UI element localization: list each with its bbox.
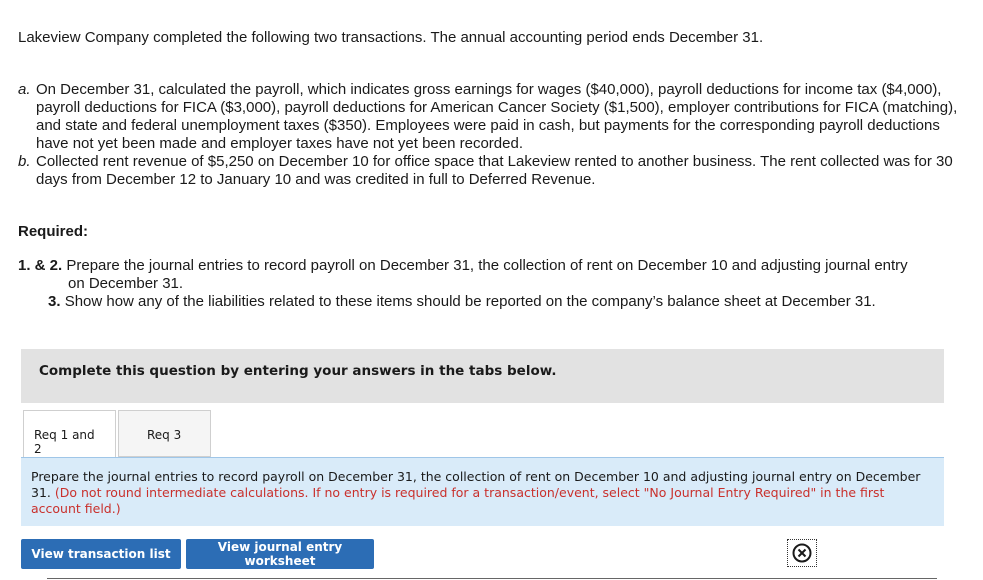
transaction-item-b [18, 153, 958, 189]
divider [47, 578, 937, 579]
requirement-text: Prepare the journal entries to record payroll on December 31, the collection of rent on December 10 and adjusting journal entry [66, 257, 908, 274]
requirement-1-2 [18, 257, 958, 293]
transaction-letter: b. [18, 153, 31, 170]
view-transaction-list-button[interactable]: View transaction list [21, 539, 181, 569]
tab-req-1-and-2[interactable] [23, 410, 116, 459]
transaction-item-a [18, 81, 958, 153]
complete-instruction: Complete this question by entering your answers in the tabs below. [39, 363, 557, 379]
panel-note: (Do not round intermediate calculations. If no entry is required for a transaction/event, select "No Journal Entry Required" in the first account field.) [31, 485, 885, 516]
requirement-text: Show how any of the liabilities related to these items should be reported on the company’s balance sheet at December 31. [64, 293, 876, 310]
requirement-3 [48, 293, 876, 310]
close-button[interactable] [787, 539, 817, 567]
required-heading: Required: [18, 223, 89, 240]
problem-intro: Lakeview Company completed the following two transactions. The annual accounting period ends December 31. [18, 29, 764, 46]
tab-req-3[interactable] [118, 410, 211, 457]
transaction-text: On December 31, calculated the payroll, which indicates gross earnings for wages ($40,000), payroll deductions for income tax ($4,000), payroll deductions for FICA ($3,000), payroll deductions for American Cancer Society ($1,500), employer contributions for FICA (matching), and state and federal unemployment taxes ($350). Employees were paid in cash, but payments for the corresponding payroll deductions have not yet been made and employer taxes have not yet been recorded. [36, 81, 958, 152]
complete-instruction-box [21, 349, 944, 403]
tab-label: Req 3 [147, 428, 182, 442]
tab-panel-instruction [21, 457, 944, 526]
close-circle-icon [792, 543, 812, 563]
requirement-text-continued: on December 31. [68, 275, 184, 292]
requirement-number: 3. [48, 293, 61, 310]
view-journal-entry-worksheet-button[interactable]: View journal entry worksheet [186, 539, 374, 569]
tab-label: Req 1 and 2 [34, 428, 95, 456]
transaction-list [18, 81, 958, 189]
transaction-text: Collected rent revenue of $5,250 on December 10 for office space that Lakeview rented to another business. The rent collected was for 30 days from December 12 to January 10 and was credited in full to Deferred Revenue. [36, 153, 953, 188]
transaction-letter: a. [18, 81, 31, 98]
requirement-number: 1. & 2. [18, 257, 63, 274]
panel-instruction: Prepare the journal entries to record payroll on December 31, the collection of rent on December 10 and adjusting journal entry on December 31. [31, 469, 921, 500]
